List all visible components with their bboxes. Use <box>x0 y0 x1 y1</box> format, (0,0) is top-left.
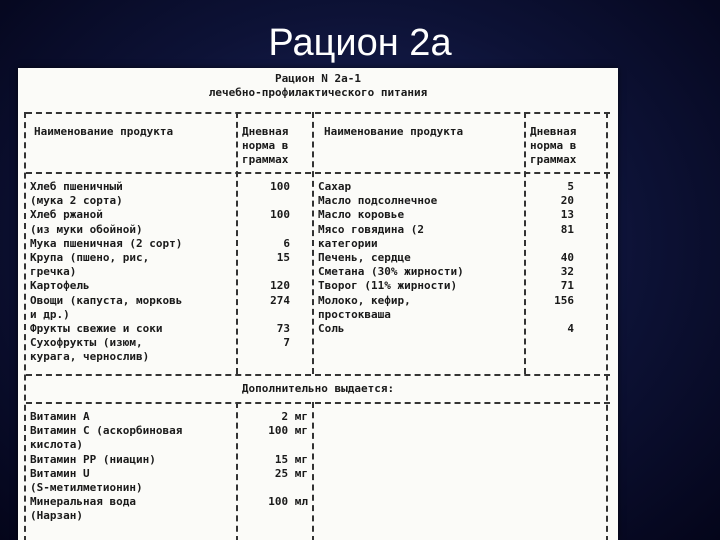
header-product-name-left: Наименование продукта <box>34 125 174 138</box>
header-product-name-right: Наименование продукта <box>324 125 464 138</box>
extra-row-name-1-1: кислота) <box>30 438 83 452</box>
doc-title: Рацион N 2а-1 <box>274 72 362 85</box>
right-row-name-0-0: Сахар <box>318 180 352 193</box>
header-norm-right-1: Дневная <box>530 125 577 138</box>
col-divider-2 <box>312 112 314 374</box>
right-row-name-7-1: простокваша <box>318 307 391 321</box>
table-right-border <box>606 112 608 540</box>
extra-row-value-1: 100 мг <box>268 424 308 438</box>
left-row-value-6: 73 <box>276 322 290 335</box>
col-divider-1 <box>236 112 238 374</box>
left-row-name-7-0: Сухофрукты (изюм, <box>30 336 143 350</box>
left-row-name-5-1: и др.) <box>30 307 70 321</box>
extra-row-value-0: 2 мг <box>281 410 308 423</box>
extra-col-divider-2 <box>312 402 314 540</box>
header-bottom-border <box>26 172 610 174</box>
extra-row-value-2: 15 мг <box>274 452 308 466</box>
right-row-name-8-0: Соль <box>318 322 345 335</box>
left-row-value-5: 274 <box>270 293 290 307</box>
extra-row-name-3-0: Витамин U <box>30 466 90 480</box>
left-row-name-1-0: Хлеб ржаной <box>30 208 103 222</box>
left-row-name-1-1: (из муки обойной) <box>30 222 143 236</box>
left-row-name-0-1: (мука 2 сорта) <box>30 194 123 208</box>
right-row-name-1-0: Масло подсолнечное <box>318 194 438 208</box>
left-row-value-1: 100 <box>270 208 290 222</box>
table-top-border <box>26 112 610 114</box>
col-divider-3 <box>524 112 526 374</box>
extra-row-name-3-1: (S-метилметионин) <box>30 481 143 494</box>
right-row-name-4-0: Печень, сердце <box>318 251 411 264</box>
right-row-name-3-0: Мясо говядина (2 <box>318 222 424 236</box>
left-row-name-7-1: курага, чернослив) <box>30 350 150 364</box>
left-row-value-0: 100 <box>270 180 290 193</box>
right-row-value-7: 156 <box>554 293 574 307</box>
header-norm-left-3: граммах <box>242 153 289 166</box>
extra-row-name-0-0: Витамин А <box>30 410 90 423</box>
right-row-value-8: 4 <box>567 322 574 335</box>
left-row-name-2-0: Мука пшеничная (2 сорт) <box>30 236 183 250</box>
left-row-value-3: 15 <box>276 251 290 264</box>
right-row-value-3: 81 <box>560 222 574 236</box>
extra-section-title: Дополнительно выдается: <box>241 382 395 395</box>
header-norm-right-2: норма в <box>530 139 577 152</box>
right-row-value-1: 20 <box>560 194 574 208</box>
doc-subtitle: лечебно-профилактического питания <box>208 86 428 99</box>
right-row-name-3-1: категории <box>318 236 378 250</box>
header-norm-right-3: граммах <box>530 153 577 166</box>
left-row-value-2: 6 <box>283 236 290 250</box>
left-row-value-4: 120 <box>270 279 290 293</box>
left-row-name-4-0: Картофель <box>30 279 90 293</box>
table-left-border <box>24 112 26 540</box>
right-row-value-2: 13 <box>560 208 574 222</box>
left-row-name-0-0: Хлеб пшеничный <box>30 180 123 193</box>
extra-row-name-1-0: Витамин С (аскорбиновая <box>30 424 183 438</box>
right-row-name-5-0: Сметана (30% жирности) <box>318 265 464 279</box>
left-row-name-3-1: гречка) <box>30 265 77 279</box>
right-row-value-4: 40 <box>560 251 574 264</box>
right-row-name-7-0: Молоко, кефир, <box>318 293 411 307</box>
left-row-name-5-0: Овощи (капуста, морковь <box>30 293 183 307</box>
right-row-value-6: 71 <box>560 279 574 293</box>
main-table-bottom-border <box>26 374 610 376</box>
left-row-value-7: 7 <box>283 336 290 350</box>
extra-section-top-border <box>26 402 610 404</box>
right-row-value-5: 32 <box>560 265 574 279</box>
right-row-value-0: 5 <box>567 180 574 193</box>
slide-title: Рацион 2а <box>268 22 452 64</box>
right-row-name-2-0: Масло коровье <box>318 208 405 222</box>
header-norm-left-1: Дневная <box>242 125 289 138</box>
right-row-name-6-0: Творог (11% жирности) <box>318 279 458 293</box>
extra-row-name-4-1: (Нарзан) <box>30 509 83 523</box>
header-norm-left-2: норма в <box>242 139 289 152</box>
extra-row-name-4-0: Минеральная вода <box>30 495 136 509</box>
ration-document <box>18 68 618 540</box>
extra-col-divider-1 <box>236 402 238 540</box>
left-row-name-3-0: Крупа (пшено, рис, <box>30 251 150 264</box>
left-row-name-6-0: Фрукты свежие и соки <box>30 322 163 335</box>
extra-row-value-4: 100 мл <box>268 495 308 509</box>
extra-row-name-2-0: Витамин PP (ниацин) <box>30 452 156 466</box>
extra-row-value-3: 25 мг <box>274 466 308 480</box>
